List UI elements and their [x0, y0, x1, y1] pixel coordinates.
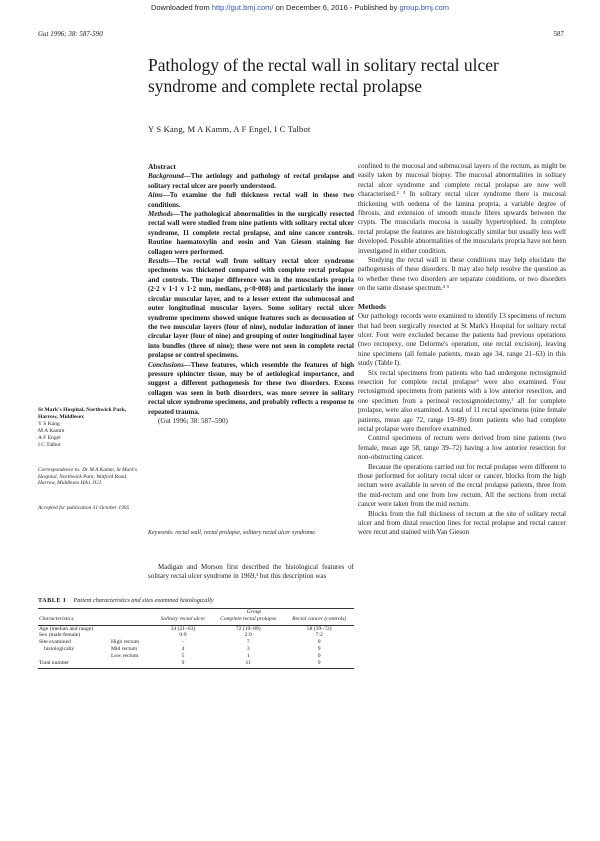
cell: 9 — [284, 660, 354, 669]
aims-label: Aims — [148, 191, 163, 200]
abstract-citation: (Gut 1996; 38: 587–590) — [158, 416, 228, 425]
abstract-results — [148, 257, 354, 360]
row-sublabel: Low rectum — [111, 652, 139, 659]
affiliation-name: Y S Kang — [38, 421, 60, 427]
row-sublabel: Mid rectum — [111, 645, 138, 652]
table-caption-text: Patient characteristics and sites examined histologically — [73, 597, 214, 604]
download-middle: on December 6, 2016 - Published by — [275, 3, 398, 12]
cell: 11 — [212, 660, 284, 669]
body-paragraph: Our pathology records were examined to identify 13 specimens of rectum that had been surgically resected at St Mark's Hospital for solitary rectal ulcer. Four were excluded because the patients had previous operations (two rectopexy, one Delorme's operation, one rectal excision), leaving nine specimens (all female patients, mean age 34, range 21–63) in this study (Table I). — [358, 312, 566, 368]
running-head: Gut 1996; 38: 587-590 — [38, 30, 103, 38]
cell: 9 — [154, 660, 212, 669]
cell: 2:9 — [244, 632, 252, 639]
table-caption — [38, 597, 354, 604]
abstract-background — [148, 172, 354, 191]
keywords: Keywords: rectal wall, rectal prolapse, solitary rectal ulcer syndrome. — [148, 530, 317, 536]
table-row — [38, 625, 354, 632]
methods-text: —The pathological abnormalities in the surgically resected rectal wall were studied from nine patients with solitary rectal ulcer syndrome, 11 complete rectal prolapse, and nine cancer controls. Routine haematoxylin and eosin and Van Gieson staining for collagen were performed. — [148, 210, 354, 256]
table-1 — [38, 597, 354, 669]
row-label: Age (median and range) — [39, 625, 94, 632]
body-paragraph: Studying the rectal wall in these conditions may help elucidate the pathogenesis of these disorders. It may also help resolve the question as to whether these two disorders are separate conditions, or two disorders on the same disease spectrum.⁴ ⁵ — [358, 256, 566, 293]
cell: 72 (19–89) — [235, 625, 261, 632]
col-solitary: Solitary rectal ulcer — [154, 616, 212, 625]
group-header: Group — [154, 609, 354, 616]
abstract-methods — [148, 210, 354, 257]
cell: 1 — [246, 652, 250, 659]
cell: 7:2 — [315, 632, 323, 639]
author-list: Y S Kang, M A Kamm, A F Engel, I C Talbot — [148, 124, 311, 134]
conclusions-label: Conclusions — [148, 360, 184, 369]
row-sublabel — [110, 660, 154, 669]
row-label — [38, 653, 110, 660]
aims-text: —To examine the full thickness rectal wall in these two conditions. — [148, 191, 354, 209]
cell: 4 — [181, 645, 185, 652]
col-prolapse: Complete rectal prolapse — [212, 616, 284, 625]
conclusions-text: —These features, which resemble the features of high pressure sphincter tissue, may be of aetiological importance, and suggest a different pathogenesis for these two disorders. Excess collagen was seen in both disorders, was more severe in solitary rectal ulcer syndrome specimens, and probably reflects a response to repeated trauma. — [148, 360, 354, 416]
body-paragraph: Six rectal specimens from patients who had undergone rectosigmoid resection for complete rectal prolapse⁶ were also examined. Four rectosigmoid specimens from patients with a low anterior resection, and one specimen from a perineal rectosigmoidectomy,⁷ all for complete prolapse, were also examined. A total of 11 rectal specimens (nine female patients, mean age 72, range 19–89) from patients who had complete rectal prolapse were therefore examined. — [358, 368, 566, 433]
results-label: Results — [148, 257, 170, 266]
abstract — [148, 162, 354, 426]
cell: 58 (39–72) — [306, 625, 332, 632]
intro-paragraph: Madigan and Morson first described the histological features of solitary rectal ulcer syndrome in 1969,¹ but this description was — [148, 563, 354, 581]
cell: 34 (21–63) — [170, 625, 196, 632]
body-right-column — [358, 162, 566, 538]
table-row — [38, 646, 354, 653]
table-row — [38, 660, 354, 669]
row-sublabel — [110, 625, 154, 632]
cell: 5 — [181, 652, 185, 659]
correspondence: Correspondence to: Dr M A Kamm, St Mark's Hospital, Northwick Park, Watford Road, Harrow, Middlesex HA1 3UJ. — [38, 467, 137, 487]
cell: 0 — [317, 652, 321, 659]
affiliation-name: M A Kamm — [38, 428, 65, 434]
body-paragraph: Control specimens of rectum were derived from nine patients (two female, mean age 58, range 39–72) having a low anterior resection for non-obstructing cancer. — [358, 434, 566, 462]
background-text: —The aetiology and pathology of rectal prolapse and solitary rectal ulcer are poorly understood. — [148, 172, 354, 190]
affiliation-header: St Mark's Hospital, Northwick Park, Harrow, Middlesex — [38, 407, 127, 420]
methods-label: Methods — [148, 210, 173, 219]
journal-link[interactable]: http://gut.bmj.com/ — [211, 3, 274, 12]
results-text: —The rectal wall from solitary rectal ulcer syndrome specimens was thickened compared with complete rectal prolapse and controls. The major difference was in the muscularis propria (2·2 v 1·1 v 1·2 mm, medians, p<0·008) and particularly the inner circular muscular layer, and to a lesser extent the submucosal and outer longitudinal muscular layers. Some solitary rectal ulcer syndrome specimens showed unique features such as decussation of the two muscular layers (four of nine), nodular induration of inner circular layer (four of nine) and grouping of outer longitudinal layer into bundles (three of nine); these were not seen in complete rectal prolapse or control specimens. — [148, 257, 354, 360]
cell: – — [181, 639, 185, 646]
affiliation-name: A F Engel — [38, 435, 61, 441]
row-label: histologically — [44, 645, 75, 652]
row-sublabel: High rectum — [111, 639, 140, 646]
cell: 0 — [317, 639, 321, 646]
download-banner — [0, 3, 600, 12]
affiliation-name: I C Talbot — [38, 442, 61, 448]
table-row — [38, 632, 354, 639]
article-title: Pathology of the rectal wall in solitary rectal ulcer syndrome and complete rectal prolapse — [148, 55, 499, 96]
cell: 3 — [246, 645, 250, 652]
row-sublabel — [110, 632, 154, 639]
methods-heading: Methods — [358, 301, 386, 311]
accepted-date: Accepted for publication 31 October 1995 — [38, 505, 130, 511]
col-characteristics: Characteristics — [38, 616, 110, 625]
table-label: TABLE I — [38, 597, 66, 604]
abstract-aims — [148, 191, 354, 210]
table-row — [38, 639, 354, 646]
table-row — [38, 653, 354, 660]
row-label: Sex (male:female) — [39, 632, 81, 639]
body-paragraph: Blocks from the full thickness of rectum at the site of solitary rectal ulcer and from distal resection lines for rectal prolapse and rectal cancer were recut and stained with Van Gieson — [358, 509, 566, 537]
col-cancer: Rectal cancer (controls) — [284, 616, 354, 625]
background-label: Background — [148, 172, 184, 181]
publisher-link[interactable]: group.bmj.com — [399, 3, 450, 12]
download-prefix: Downloaded from — [150, 3, 210, 12]
introduction — [148, 563, 354, 582]
abstract-heading: Abstract — [148, 162, 176, 171]
page-number: 587 — [553, 30, 564, 38]
affiliation — [38, 407, 144, 449]
characteristics-table — [38, 608, 354, 669]
cell: 7 — [246, 639, 250, 646]
row-label: Site examined — [39, 639, 71, 646]
body-paragraph: Because the operations carried out for rectal prolapse were different to those performed for solitary rectal ulcer or cancer, blocks from the high rectum were available in seven of the rectal prolapse patients, three from the mid-rectum and one from low rectum. All the sections from rectal cancer were taken from the mid rectum. — [358, 462, 566, 509]
cell: 0:9 — [179, 632, 187, 639]
abstract-conclusions — [148, 361, 354, 417]
body-paragraph: confined to the mucosal and submucosal layers of the rectum, as might be easily taken by mucosal biopsy. The mucosal abnormalities in solitary rectal ulcer syndrome and complete rectal prolapse are now well characterised.² ³ In solitary rectal ulcer syndrome there is mucosal thickening with oedema of the lamina propria, a variable degree of fibrosis, and extension of smooth muscle fibres upwards between the crypts. The muscularis mucosa is usually hypertrophied. In complete rectal prolapse the features are histologically similar but usually less well developed. Possible abnormalities of the muscularis propria have not been investigated in either condition. — [358, 162, 567, 255]
row-label: Total number — [38, 660, 110, 669]
cell: 9 — [317, 645, 321, 652]
